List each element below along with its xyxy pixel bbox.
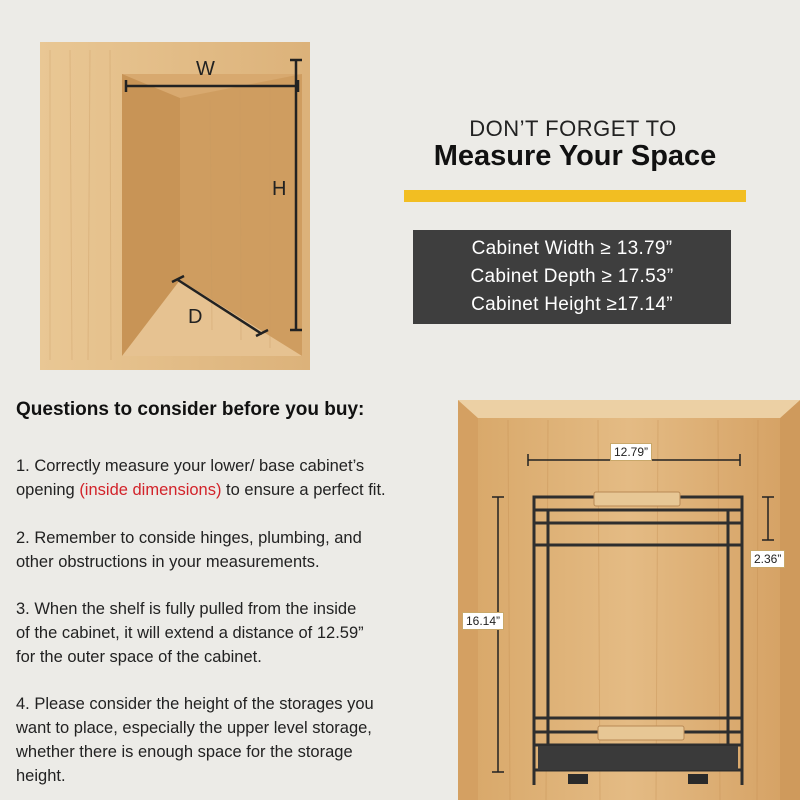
question-4-line-3: whether there is enough space for the storage xyxy=(16,743,353,761)
heading-main: Measure Your Space xyxy=(433,140,717,172)
rack-height-tag: 16.14” xyxy=(462,612,504,630)
question-4-line-1: 4. Please consider the height of the storages you xyxy=(16,695,374,713)
inside-dimensions-highlight: (inside dimensions) xyxy=(79,481,222,499)
question-4-line-4: height. xyxy=(16,767,66,785)
rail-height-tag: 2.36” xyxy=(750,550,785,568)
question-3-line-2: of the cabinet, it will extend a distance of 12.59” xyxy=(16,624,364,642)
depth-label: D xyxy=(188,306,203,328)
spec-box xyxy=(413,230,731,324)
question-2 xyxy=(16,526,456,574)
accent-bar xyxy=(404,190,746,202)
questions-title: Questions to consider before you buy: xyxy=(16,399,365,420)
question-1-text: opening xyxy=(16,481,80,499)
height-label: H xyxy=(272,178,287,200)
question-4 xyxy=(16,692,456,788)
question-1-line-2 xyxy=(16,478,456,502)
question-2-line-1: 2. Remember to conside hinges, plumbing, and xyxy=(16,529,362,547)
spec-width: Cabinet Width ≥ 13.79” xyxy=(471,238,673,259)
question-1-line-1: 1. Correctly measure your lower/ base cabinet’s xyxy=(16,457,365,475)
question-3 xyxy=(16,597,456,669)
spec-depth: Cabinet Depth ≥ 17.53” xyxy=(470,266,674,287)
question-4-line-2: want to place, especially the upper level storage, xyxy=(16,719,372,737)
question-1-tail: to ensure a perfect fit. xyxy=(221,481,386,499)
rack-width-tag: 12.79” xyxy=(610,443,652,461)
spec-height: Cabinet Height ≥17.14” xyxy=(471,294,673,315)
heading-top: DON’T FORGET TO xyxy=(469,116,677,141)
question-3-line-3: for the outer space of the cabinet. xyxy=(16,648,262,666)
question-1 xyxy=(16,454,456,502)
width-label: W xyxy=(196,58,215,80)
question-2-line-2: other obstructions in your measurements. xyxy=(16,553,320,571)
question-3-line-1: 3. When the shelf is fully pulled from the inside xyxy=(16,600,357,618)
